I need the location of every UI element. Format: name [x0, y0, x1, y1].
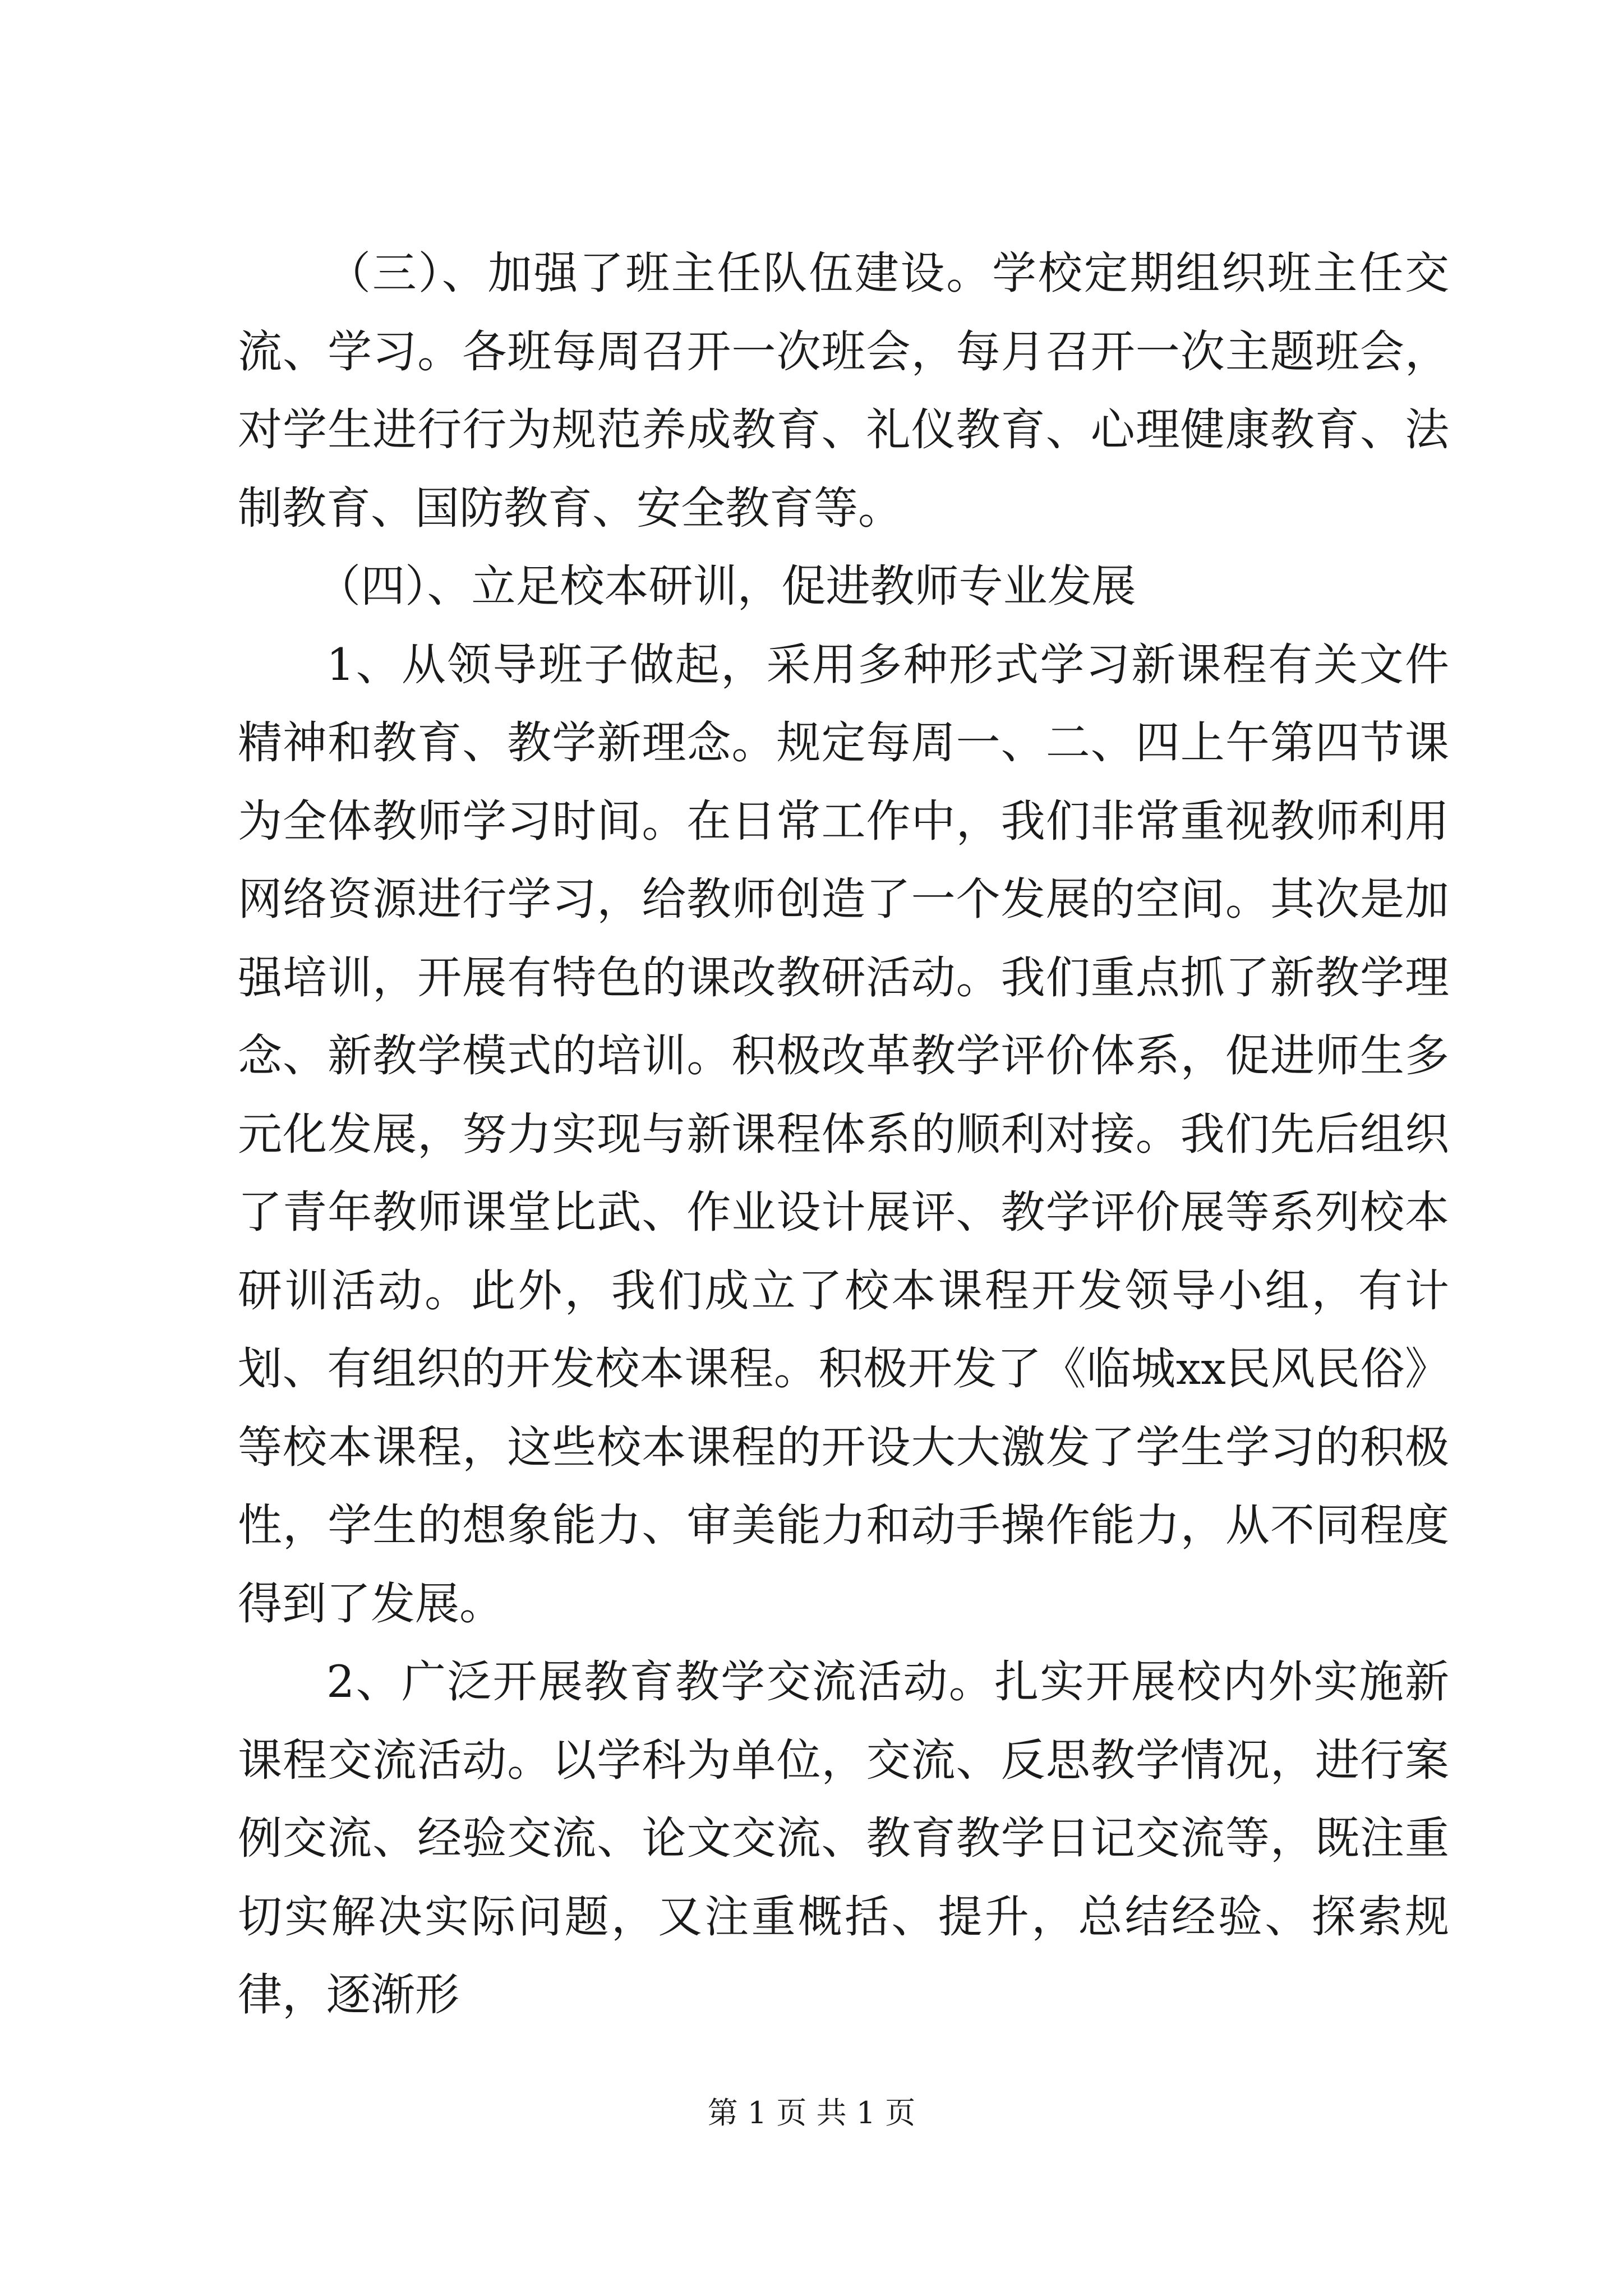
paragraph-leadership-learning: 1、从领导班子做起，采用多种形式学习新课程有关文件精神和教育、教学新理念。规定每周一、二、四上午第四节课为全体教师学习时间。在日常工作中，我们非常重视教师利用网络资源进行学习，给教师创造了一个发展的空间。其次是加强培训，开展有特色的课改教研活动。我们重点抓了新教学理念、新教学模式的培训。积极改革教学评价体系，促进师生多元化发展，努力实现与新课程体系的顺利对接。我们先后组织了青年教师课堂比武、作业设计展评、教学评价展等系列校本研训活动。此外，我们成立了校本课程开发领导小组，有计划、有组织的开发校本课程。积极开发了《临城xx民风民俗》等校本课程，这些校本课程的开设大大激发了学生学习的积极性，学生的想象能力、审美能力和动手操作能力，从不同程度得到了发展。: [238, 638, 1449, 1630]
document-body: [238, 234, 1449, 2035]
page-footer: 第 1 页 共 1 页: [707, 2095, 916, 2131]
paragraph-class-teacher-team: （三）、加强了班主任队伍建设。学校定期组织班主任交流、学习。各班每周召开一次班会，每月召开一次主题班会，对学生进行行为规范养成教育、礼仪教育、心理健康教育、法制教育、国防教育、安全教育等。: [238, 247, 1449, 534]
section-heading-school-training: （四）、立足校本研训，促进教师专业发展: [316, 560, 1136, 612]
paragraph-teaching-exchange: 2、广泛开展教育教学交流活动。扎实开展校内外实施新课程交流活动。以学科为单位，交流、反思教学情况，进行案例交流、经验交流、论文交流、教育教学日记交流等，既注重切实解决实际问题，又注重概括、提升，总结经验、探索规律，逐渐形: [238, 1656, 1449, 2021]
